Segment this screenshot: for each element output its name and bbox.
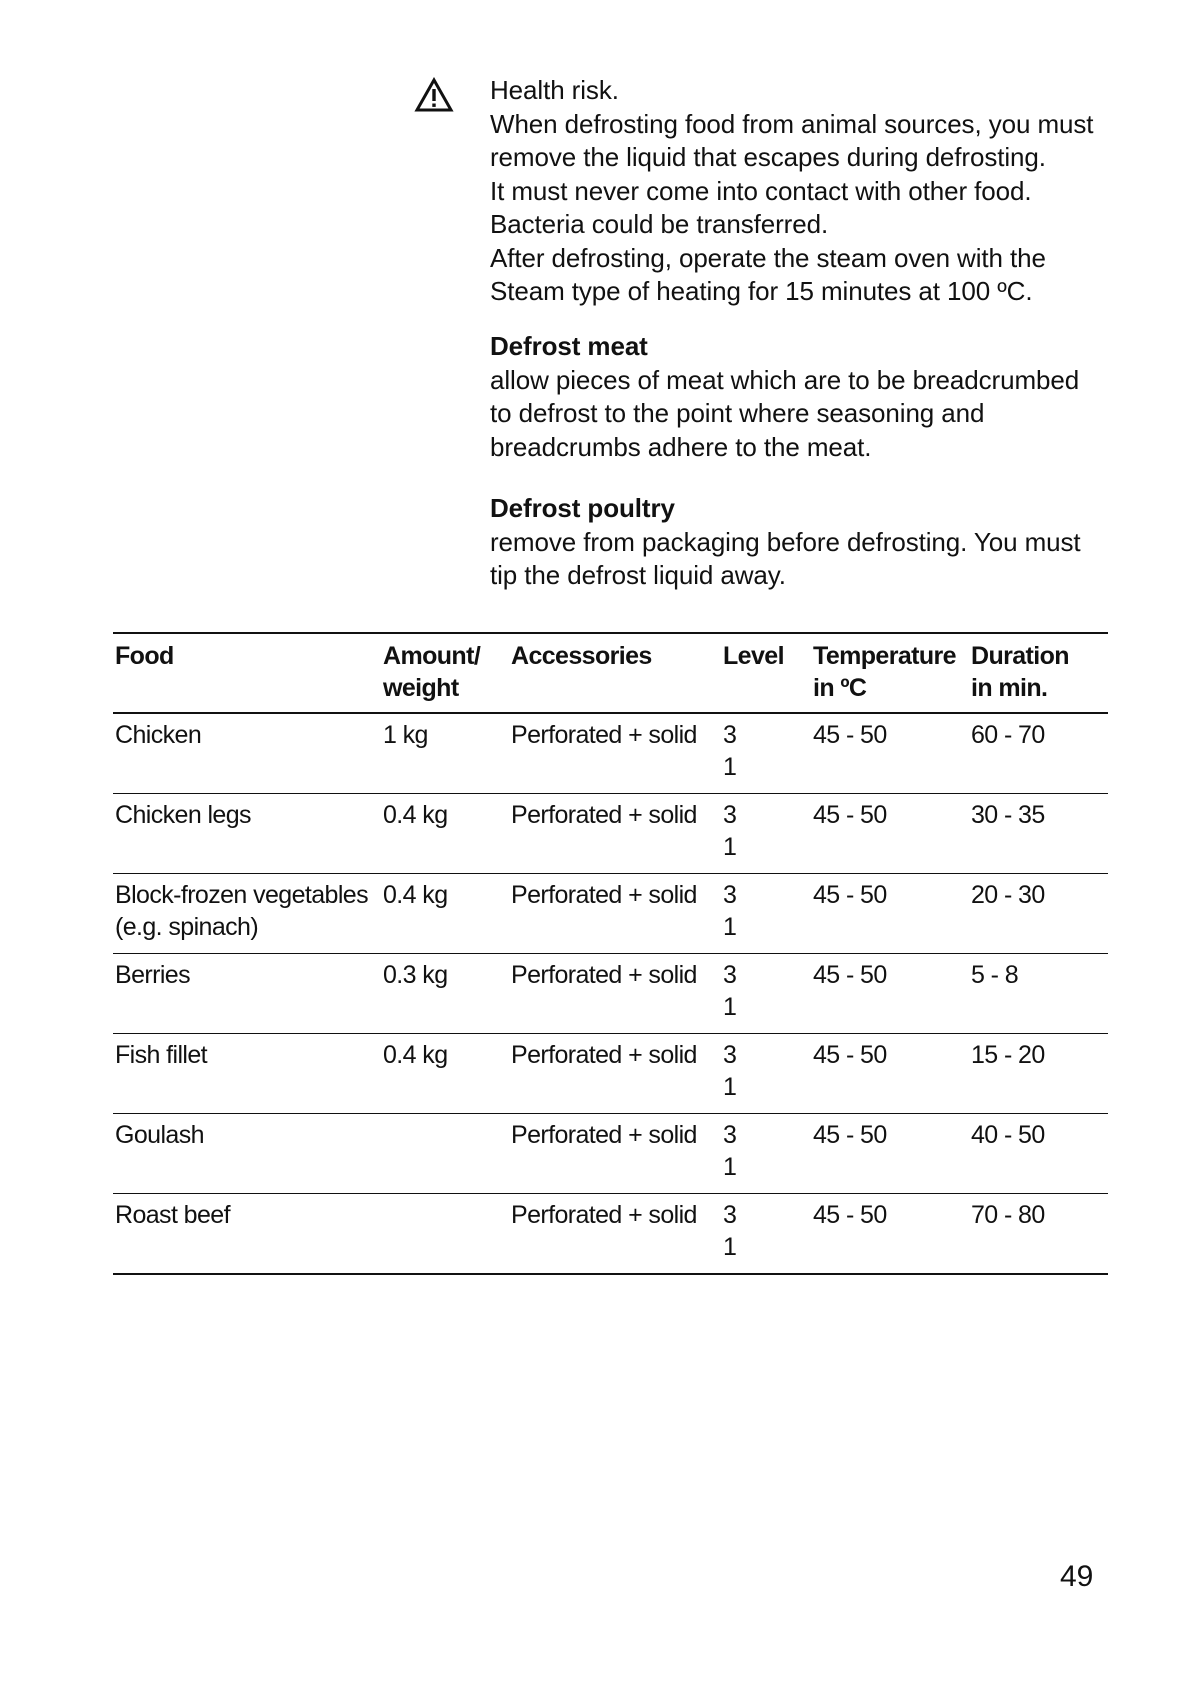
header-text: Duration bbox=[971, 642, 1069, 670]
cell-duration: 5 - 8 bbox=[971, 961, 1019, 989]
warning-triangle-icon bbox=[414, 77, 454, 113]
header-text: in min. bbox=[971, 674, 1048, 702]
cell-temperature: 45 - 50 bbox=[813, 1041, 887, 1069]
table-row bbox=[113, 713, 1108, 794]
cell-temperature: 45 - 50 bbox=[813, 961, 887, 989]
cell-food: Roast beef bbox=[115, 1201, 230, 1229]
cell-amount: 0.4 kg bbox=[383, 881, 448, 909]
cell-level: 3 1 bbox=[723, 1121, 737, 1181]
table-row bbox=[113, 1034, 1108, 1114]
cell-accessories: Perforated + solid bbox=[511, 1041, 697, 1069]
section-heading: Defrost meat bbox=[490, 331, 648, 361]
cell-food: Fish fillet bbox=[115, 1041, 208, 1069]
cell-level: 3 1 bbox=[723, 961, 737, 1021]
cell-accessories: Perforated + solid bbox=[511, 1121, 697, 1149]
header-text: weight bbox=[383, 674, 459, 702]
cell-amount: 0.3 kg bbox=[383, 961, 448, 989]
header-text: in ºC bbox=[813, 674, 867, 702]
cell-duration: 60 - 70 bbox=[971, 721, 1045, 749]
header-text: Level bbox=[723, 642, 784, 670]
cell-temperature: 45 - 50 bbox=[813, 881, 887, 909]
header-text: Accessories bbox=[511, 642, 652, 670]
table-header-row bbox=[113, 633, 1108, 713]
header-text: Amount/ bbox=[383, 642, 481, 670]
header-temperature bbox=[811, 633, 969, 713]
defrost-meat-section bbox=[490, 330, 1110, 464]
header-level bbox=[721, 633, 811, 713]
warning-line: After defrosting, operate the steam oven with the bbox=[490, 242, 1046, 273]
header-duration bbox=[969, 633, 1108, 713]
section-heading: Defrost poultry bbox=[490, 493, 675, 523]
header-amount bbox=[381, 633, 509, 713]
cell-food: Goulash bbox=[115, 1121, 204, 1149]
defrost-poultry-section bbox=[490, 492, 1110, 593]
cell-temperature: 45 - 50 bbox=[813, 801, 887, 829]
cell-duration: 70 - 80 bbox=[971, 1201, 1045, 1229]
page-number: 49 bbox=[1060, 1560, 1094, 1593]
header-food bbox=[113, 633, 381, 713]
section-line: tip the defrost liquid away. bbox=[490, 560, 786, 590]
section-line: remove from packaging before defrosting. You must bbox=[490, 526, 1081, 557]
table-row bbox=[113, 1194, 1108, 1275]
cell-level: 3 1 bbox=[723, 721, 737, 781]
cell-duration: 15 - 20 bbox=[971, 1041, 1045, 1069]
cell-duration: 20 - 30 bbox=[971, 881, 1045, 909]
cell-accessories: Perforated + solid bbox=[511, 801, 697, 829]
warning-line: Bacteria could be transferred. bbox=[490, 209, 829, 239]
cell-duration: 40 - 50 bbox=[971, 1121, 1045, 1149]
warning-line: It must never come into contact with other food. bbox=[490, 175, 1032, 206]
section-line: to defrost to the point where seasoning and bbox=[490, 398, 985, 428]
cell-amount bbox=[381, 1194, 509, 1275]
cell-food: Block-frozen vegetables (e.g. spinach) bbox=[115, 881, 369, 941]
cell-level: 3 1 bbox=[723, 801, 737, 861]
cell-duration: 30 - 35 bbox=[971, 801, 1045, 829]
cell-amount: 0.4 kg bbox=[383, 1041, 448, 1069]
section-line: breadcrumbs adhere to the meat. bbox=[490, 431, 872, 462]
health-risk-warning bbox=[490, 74, 1110, 309]
cell-accessories: Perforated + solid bbox=[511, 961, 697, 989]
cell-food: Chicken bbox=[115, 721, 202, 749]
header-text: Food bbox=[115, 642, 174, 670]
warning-line: When defrosting food from animal sources, you must bbox=[490, 108, 1094, 139]
table-row bbox=[113, 794, 1108, 874]
defrost-table bbox=[113, 632, 1108, 1275]
cell-amount bbox=[381, 1114, 509, 1194]
cell-amount: 1 kg bbox=[383, 721, 428, 749]
section-line: allow pieces of meat which are to be breadcrumbed bbox=[490, 364, 1080, 395]
cell-temperature: 45 - 50 bbox=[813, 721, 887, 749]
cell-accessories: Perforated + solid bbox=[511, 881, 697, 909]
table-row bbox=[113, 954, 1108, 1034]
header-text: Temperature bbox=[813, 642, 956, 670]
table-row bbox=[113, 874, 1108, 954]
cell-accessories: Perforated + solid bbox=[511, 721, 697, 749]
warning-line: remove the liquid that escapes during defrosting. bbox=[490, 142, 1046, 172]
cell-level: 3 1 bbox=[723, 1201, 737, 1261]
cell-level: 3 1 bbox=[723, 881, 737, 941]
cell-level: 3 1 bbox=[723, 1041, 737, 1101]
cell-food: Berries bbox=[115, 961, 190, 989]
warning-line: Steam type of heating for 15 minutes at 100 ºC. bbox=[490, 276, 1033, 306]
warning-line: Health risk. bbox=[490, 75, 619, 105]
header-accessories bbox=[509, 633, 721, 713]
cell-amount: 0.4 kg bbox=[383, 801, 448, 829]
cell-temperature: 45 - 50 bbox=[813, 1201, 887, 1229]
table-row bbox=[113, 1114, 1108, 1194]
cell-temperature: 45 - 50 bbox=[813, 1121, 887, 1149]
cell-accessories: Perforated + solid bbox=[511, 1201, 697, 1229]
cell-food: Chicken legs bbox=[115, 801, 251, 829]
